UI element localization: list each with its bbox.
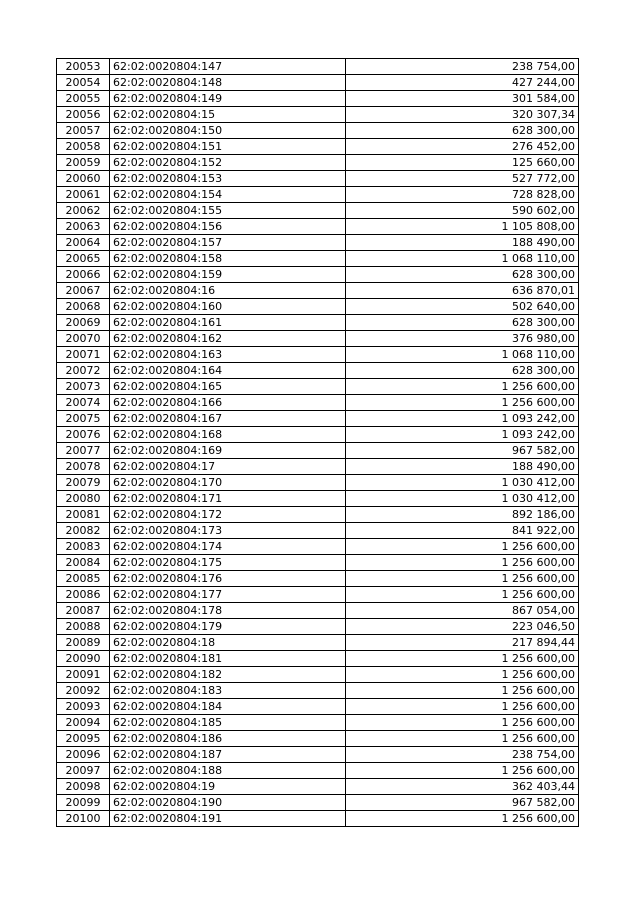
row-number-cell: 20086 — [57, 587, 110, 603]
cadastral-value-cell: 1 068 110,00 — [346, 251, 579, 267]
cadastral-number-cell: 62:02:0020804:170 — [110, 475, 346, 491]
cadastral-value-cell: 1 256 600,00 — [346, 651, 579, 667]
cadastral-number-cell: 62:02:0020804:164 — [110, 363, 346, 379]
cadastral-value-cell: 1 256 600,00 — [346, 699, 579, 715]
cadastral-value-cell: 1 030 412,00 — [346, 475, 579, 491]
table-row — [57, 299, 579, 315]
cadastral-value-cell: 362 403,44 — [346, 779, 579, 795]
cadastral-value-cell: 1 068 110,00 — [346, 347, 579, 363]
table-row — [57, 427, 579, 443]
cadastral-number-cell: 62:02:0020804:15 — [110, 107, 346, 123]
table-row — [57, 251, 579, 267]
table-row — [57, 363, 579, 379]
table-row — [57, 635, 579, 651]
table-row — [57, 203, 579, 219]
cadastral-number-cell: 62:02:0020804:172 — [110, 507, 346, 523]
cadastral-value-cell: 892 186,00 — [346, 507, 579, 523]
row-number-cell: 20078 — [57, 459, 110, 475]
cadastral-value-cell: 1 256 600,00 — [346, 811, 579, 827]
table-row — [57, 219, 579, 235]
cadastral-value-cell: 1 256 600,00 — [346, 715, 579, 731]
cadastral-number-cell: 62:02:0020804:17 — [110, 459, 346, 475]
table-row — [57, 795, 579, 811]
cadastral-value-cell: 188 490,00 — [346, 235, 579, 251]
row-number-cell: 20076 — [57, 427, 110, 443]
row-number-cell: 20057 — [57, 123, 110, 139]
row-number-cell: 20061 — [57, 187, 110, 203]
cadastral-value-cell: 1 256 600,00 — [346, 395, 579, 411]
row-number-cell: 20083 — [57, 539, 110, 555]
cadastral-value-cell: 301 584,00 — [346, 91, 579, 107]
cadastral-number-cell: 62:02:0020804:18 — [110, 635, 346, 651]
row-number-cell: 20096 — [57, 747, 110, 763]
cadastral-number-cell: 62:02:0020804:177 — [110, 587, 346, 603]
row-number-cell: 20058 — [57, 139, 110, 155]
cadastral-number-cell: 62:02:0020804:178 — [110, 603, 346, 619]
cadastral-number-cell: 62:02:0020804:162 — [110, 331, 346, 347]
table-row — [57, 699, 579, 715]
table-row — [57, 715, 579, 731]
cadastral-number-cell: 62:02:0020804:165 — [110, 379, 346, 395]
row-number-cell: 20070 — [57, 331, 110, 347]
cadastral-value-cell: 276 452,00 — [346, 139, 579, 155]
cadastral-number-cell: 62:02:0020804:167 — [110, 411, 346, 427]
cadastral-value-cell: 217 894,44 — [346, 635, 579, 651]
row-number-cell: 20069 — [57, 315, 110, 331]
cadastral-value-cell: 628 300,00 — [346, 315, 579, 331]
cadastral-number-cell: 62:02:0020804:166 — [110, 395, 346, 411]
cadastral-number-cell: 62:02:0020804:171 — [110, 491, 346, 507]
cadastral-number-cell: 62:02:0020804:186 — [110, 731, 346, 747]
row-number-cell: 20075 — [57, 411, 110, 427]
cadastral-number-cell: 62:02:0020804:173 — [110, 523, 346, 539]
row-number-cell: 20066 — [57, 267, 110, 283]
cadastral-value-cell: 125 660,00 — [346, 155, 579, 171]
row-number-cell: 20063 — [57, 219, 110, 235]
cadastral-value-cell: 1 256 600,00 — [346, 683, 579, 699]
cadastral-number-cell: 62:02:0020804:169 — [110, 443, 346, 459]
cadastral-number-cell: 62:02:0020804:157 — [110, 235, 346, 251]
cadastral-value-cell: 1 256 600,00 — [346, 763, 579, 779]
table-row — [57, 683, 579, 699]
cadastral-value-cell: 628 300,00 — [346, 363, 579, 379]
cadastral-value-cell: 1 093 242,00 — [346, 411, 579, 427]
table-row — [57, 91, 579, 107]
cadastral-value-cell: 223 046,50 — [346, 619, 579, 635]
table-row — [57, 459, 579, 475]
cadastral-number-cell: 62:02:0020804:174 — [110, 539, 346, 555]
table-row — [57, 539, 579, 555]
row-number-cell: 20055 — [57, 91, 110, 107]
cadastral-value-cell: 427 244,00 — [346, 75, 579, 91]
row-number-cell: 20099 — [57, 795, 110, 811]
row-number-cell: 20059 — [57, 155, 110, 171]
cadastral-value-cell: 527 772,00 — [346, 171, 579, 187]
cadastral-number-cell: 62:02:0020804:159 — [110, 267, 346, 283]
cadastral-value-cell: 636 870,01 — [346, 283, 579, 299]
table-row — [57, 523, 579, 539]
row-number-cell: 20054 — [57, 75, 110, 91]
row-number-cell: 20087 — [57, 603, 110, 619]
table-row — [57, 811, 579, 827]
table-row — [57, 59, 579, 75]
table-row — [57, 283, 579, 299]
table-row — [57, 107, 579, 123]
table-row — [57, 619, 579, 635]
row-number-cell: 20082 — [57, 523, 110, 539]
row-number-cell: 20074 — [57, 395, 110, 411]
table-row — [57, 315, 579, 331]
cadastral-number-cell: 62:02:0020804:179 — [110, 619, 346, 635]
cadastral-value-cell: 1 256 600,00 — [346, 571, 579, 587]
cadastral-number-cell: 62:02:0020804:148 — [110, 75, 346, 91]
cadastral-value-cell: 590 602,00 — [346, 203, 579, 219]
cadastral-value-cell: 1 093 242,00 — [346, 427, 579, 443]
cadastral-value-cell: 238 754,00 — [346, 747, 579, 763]
cadastral-number-cell: 62:02:0020804:160 — [110, 299, 346, 315]
row-number-cell: 20092 — [57, 683, 110, 699]
row-number-cell: 20098 — [57, 779, 110, 795]
cadastral-number-cell: 62:02:0020804:155 — [110, 203, 346, 219]
cadastral-number-cell: 62:02:0020804:154 — [110, 187, 346, 203]
table-row — [57, 587, 579, 603]
row-number-cell: 20093 — [57, 699, 110, 715]
table-body — [57, 59, 579, 827]
cadastral-number-cell: 62:02:0020804:151 — [110, 139, 346, 155]
cadastral-number-cell: 62:02:0020804:147 — [110, 59, 346, 75]
cadastral-value-cell: 1 256 600,00 — [346, 555, 579, 571]
row-number-cell: 20094 — [57, 715, 110, 731]
row-number-cell: 20067 — [57, 283, 110, 299]
cadastral-value-cell: 628 300,00 — [346, 123, 579, 139]
cadastral-number-cell: 62:02:0020804:191 — [110, 811, 346, 827]
cadastral-value-cell: 1 105 808,00 — [346, 219, 579, 235]
table-row — [57, 475, 579, 491]
table-row — [57, 667, 579, 683]
cadastral-value-cell: 841 922,00 — [346, 523, 579, 539]
cadastral-value-cell: 967 582,00 — [346, 795, 579, 811]
table-row — [57, 75, 579, 91]
table-row — [57, 555, 579, 571]
cadastral-number-cell: 62:02:0020804:184 — [110, 699, 346, 715]
row-number-cell: 20062 — [57, 203, 110, 219]
cadastral-value-cell: 628 300,00 — [346, 267, 579, 283]
row-number-cell: 20053 — [57, 59, 110, 75]
cadastral-number-cell: 62:02:0020804:190 — [110, 795, 346, 811]
cadastral-number-cell: 62:02:0020804:183 — [110, 683, 346, 699]
table-row — [57, 603, 579, 619]
table-row — [57, 155, 579, 171]
row-number-cell: 20089 — [57, 635, 110, 651]
cadastral-value-cell: 1 256 600,00 — [346, 667, 579, 683]
row-number-cell: 20084 — [57, 555, 110, 571]
cadastral-number-cell: 62:02:0020804:152 — [110, 155, 346, 171]
cadastral-number-cell: 62:02:0020804:175 — [110, 555, 346, 571]
cadastral-number-cell: 62:02:0020804:181 — [110, 651, 346, 667]
cadastral-number-cell: 62:02:0020804:16 — [110, 283, 346, 299]
table-row — [57, 267, 579, 283]
cadastral-number-cell: 62:02:0020804:182 — [110, 667, 346, 683]
table-row — [57, 187, 579, 203]
cadastral-number-cell: 62:02:0020804:161 — [110, 315, 346, 331]
cadastral-number-cell: 62:02:0020804:19 — [110, 779, 346, 795]
row-number-cell: 20077 — [57, 443, 110, 459]
table-row — [57, 731, 579, 747]
cadastral-number-cell: 62:02:0020804:163 — [110, 347, 346, 363]
row-number-cell: 20072 — [57, 363, 110, 379]
cadastral-value-cell: 1 256 600,00 — [346, 731, 579, 747]
row-number-cell: 20080 — [57, 491, 110, 507]
row-number-cell: 20100 — [57, 811, 110, 827]
table-row — [57, 747, 579, 763]
row-number-cell: 20095 — [57, 731, 110, 747]
cadastral-value-cell: 1 256 600,00 — [346, 587, 579, 603]
row-number-cell: 20085 — [57, 571, 110, 587]
cadastral-number-cell: 62:02:0020804:176 — [110, 571, 346, 587]
row-number-cell: 20091 — [57, 667, 110, 683]
row-number-cell: 20068 — [57, 299, 110, 315]
row-number-cell: 20088 — [57, 619, 110, 635]
table-row — [57, 443, 579, 459]
cadastral-number-cell: 62:02:0020804:185 — [110, 715, 346, 731]
cadastral-value-cell: 1 256 600,00 — [346, 379, 579, 395]
cadastral-number-cell: 62:02:0020804:153 — [110, 171, 346, 187]
table-row — [57, 139, 579, 155]
cadastral-value-cell: 188 490,00 — [346, 459, 579, 475]
table-row — [57, 571, 579, 587]
cadastral-number-cell: 62:02:0020804:156 — [110, 219, 346, 235]
table-row — [57, 651, 579, 667]
row-number-cell: 20065 — [57, 251, 110, 267]
cadastral-number-cell: 62:02:0020804:168 — [110, 427, 346, 443]
table-row — [57, 779, 579, 795]
cadastral-value-cell: 867 054,00 — [346, 603, 579, 619]
row-number-cell: 20064 — [57, 235, 110, 251]
row-number-cell: 20090 — [57, 651, 110, 667]
table-row — [57, 379, 579, 395]
cadastral-value-cell: 376 980,00 — [346, 331, 579, 347]
row-number-cell: 20056 — [57, 107, 110, 123]
cadastral-value-cell: 1 256 600,00 — [346, 539, 579, 555]
table-row — [57, 347, 579, 363]
cadastral-value-cell: 1 030 412,00 — [346, 491, 579, 507]
row-number-cell: 20073 — [57, 379, 110, 395]
table-row — [57, 235, 579, 251]
cadastral-number-cell: 62:02:0020804:187 — [110, 747, 346, 763]
table-row — [57, 331, 579, 347]
row-number-cell: 20097 — [57, 763, 110, 779]
cadastral-number-cell: 62:02:0020804:149 — [110, 91, 346, 107]
table-row — [57, 491, 579, 507]
row-number-cell: 20071 — [57, 347, 110, 363]
cadastral-value-cell: 238 754,00 — [346, 59, 579, 75]
cadastral-value-table — [56, 58, 579, 827]
table-row — [57, 507, 579, 523]
cadastral-number-cell: 62:02:0020804:150 — [110, 123, 346, 139]
row-number-cell: 20060 — [57, 171, 110, 187]
cadastral-value-cell: 967 582,00 — [346, 443, 579, 459]
cadastral-value-cell: 728 828,00 — [346, 187, 579, 203]
row-number-cell: 20079 — [57, 475, 110, 491]
cadastral-value-cell: 502 640,00 — [346, 299, 579, 315]
table-row — [57, 395, 579, 411]
cadastral-number-cell: 62:02:0020804:188 — [110, 763, 346, 779]
cadastral-value-cell: 320 307,34 — [346, 107, 579, 123]
cadastral-number-cell: 62:02:0020804:158 — [110, 251, 346, 267]
table-row — [57, 763, 579, 779]
table-row — [57, 411, 579, 427]
row-number-cell: 20081 — [57, 507, 110, 523]
table-row — [57, 123, 579, 139]
table-row — [57, 171, 579, 187]
